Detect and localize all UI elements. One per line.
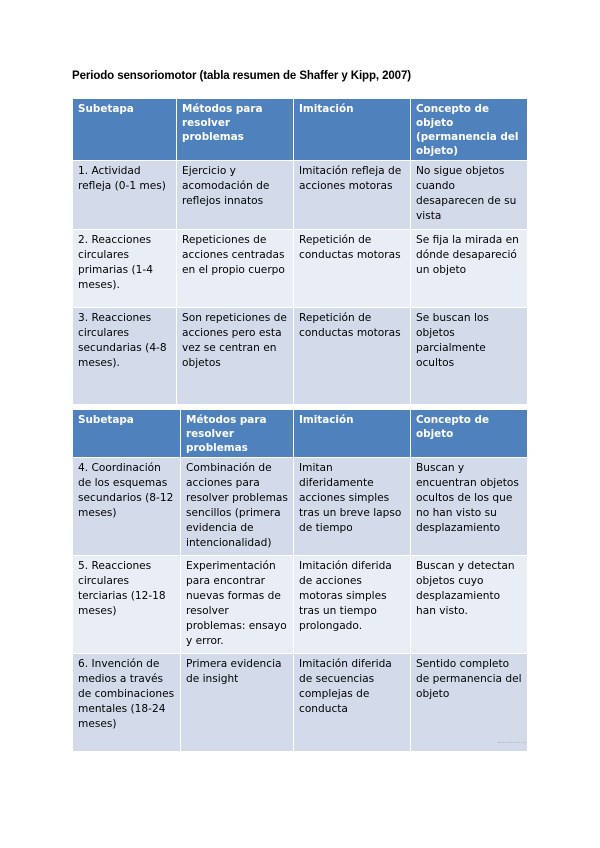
header-concepto-objeto: Concepto de objeto [411, 410, 528, 458]
cell-subetapa: 1. Actividad refleja (0-1 mes) [73, 161, 177, 230]
cell-imitacion: Repetición de conductas motoras [294, 308, 411, 405]
cell-metodos: Combinación de acciones para resolver problemas sencillos (primera evidencia de intencionalidad) [181, 458, 294, 556]
table-header-row [73, 410, 528, 458]
header-subetapa: Subetapa [73, 99, 177, 161]
header-metodos: Métodos para resolver problemas [177, 99, 294, 161]
cell-metodos: Primera evidencia de insight [181, 654, 294, 752]
table-header-row [73, 99, 528, 161]
cell-metodos: Son repeticiones de acciones pero esta vez se centran en objetos [177, 308, 294, 405]
table-row [73, 308, 528, 405]
cell-concepto: Sentido completo de permanencia del objeto [411, 654, 528, 752]
table-row [73, 654, 528, 752]
summary-table-1 [72, 98, 528, 405]
cell-imitacion: Imitación refleja de acciones motoras [294, 161, 411, 230]
cell-subetapa: 3. Reacciones circulares secundarias (4-8 meses). [73, 308, 177, 405]
cell-concepto: No sigue objetos cuando desaparecen de su vista [411, 161, 528, 230]
cell-subetapa: 5. Reacciones circulares terciarias (12-18 meses) [73, 556, 181, 654]
page-mark [498, 738, 526, 743]
header-subetapa: Subetapa [73, 410, 181, 458]
cell-imitacion: Imitación diferida de acciones motoras simples tras un tiempo prolongado. [294, 556, 411, 654]
cell-metodos: Ejercicio y acomodación de reflejos innatos [177, 161, 294, 230]
cell-metodos: Experimentación para encontrar nuevas formas de resolver problemas: ensayo y error. [181, 556, 294, 654]
header-concepto-objeto: Concepto de objeto (permanencia del objeto) [411, 99, 528, 161]
table-row [73, 230, 528, 308]
cell-imitacion: Imitan diferidamente acciones simples tras un breve lapso de tiempo [294, 458, 411, 556]
header-metodos: Métodos para resolver problemas [181, 410, 294, 458]
header-imitacion: Imitación [294, 99, 411, 161]
cell-subetapa: 4. Coordinación de los esquemas secundarios (8-12 meses) [73, 458, 181, 556]
cell-imitacion: Imitación diferida de secuencias complejas de conducta [294, 654, 411, 752]
cell-concepto: Se fija la mirada en dónde desapareció un objeto [411, 230, 528, 308]
table-row [73, 556, 528, 654]
cell-subetapa: 6. Invención de medios a través de combinaciones mentales (18-24 meses) [73, 654, 181, 752]
header-imitacion: Imitación [294, 410, 411, 458]
cell-imitacion: Repetición de conductas motoras [294, 230, 411, 308]
cell-metodos: Repeticiones de acciones centradas en el propio cuerpo [177, 230, 294, 308]
cell-concepto: Se buscan los objetos parcialmente ocultos [411, 308, 528, 405]
summary-table-2 [72, 409, 528, 752]
cell-concepto: Buscan y detectan objetos cuyo desplazamiento han visto. [411, 556, 528, 654]
table-row [73, 161, 528, 230]
document-title: Periodo sensoriomotor (tabla resumen de Shaffer y Kipp, 2007) [72, 70, 411, 82]
table-row [73, 458, 528, 556]
cell-subetapa: 2. Reacciones circulares primarias (1-4 meses). [73, 230, 177, 308]
cell-concepto: Buscan y encuentran objetos ocultos de los que no han visto su desplazamiento [411, 458, 528, 556]
